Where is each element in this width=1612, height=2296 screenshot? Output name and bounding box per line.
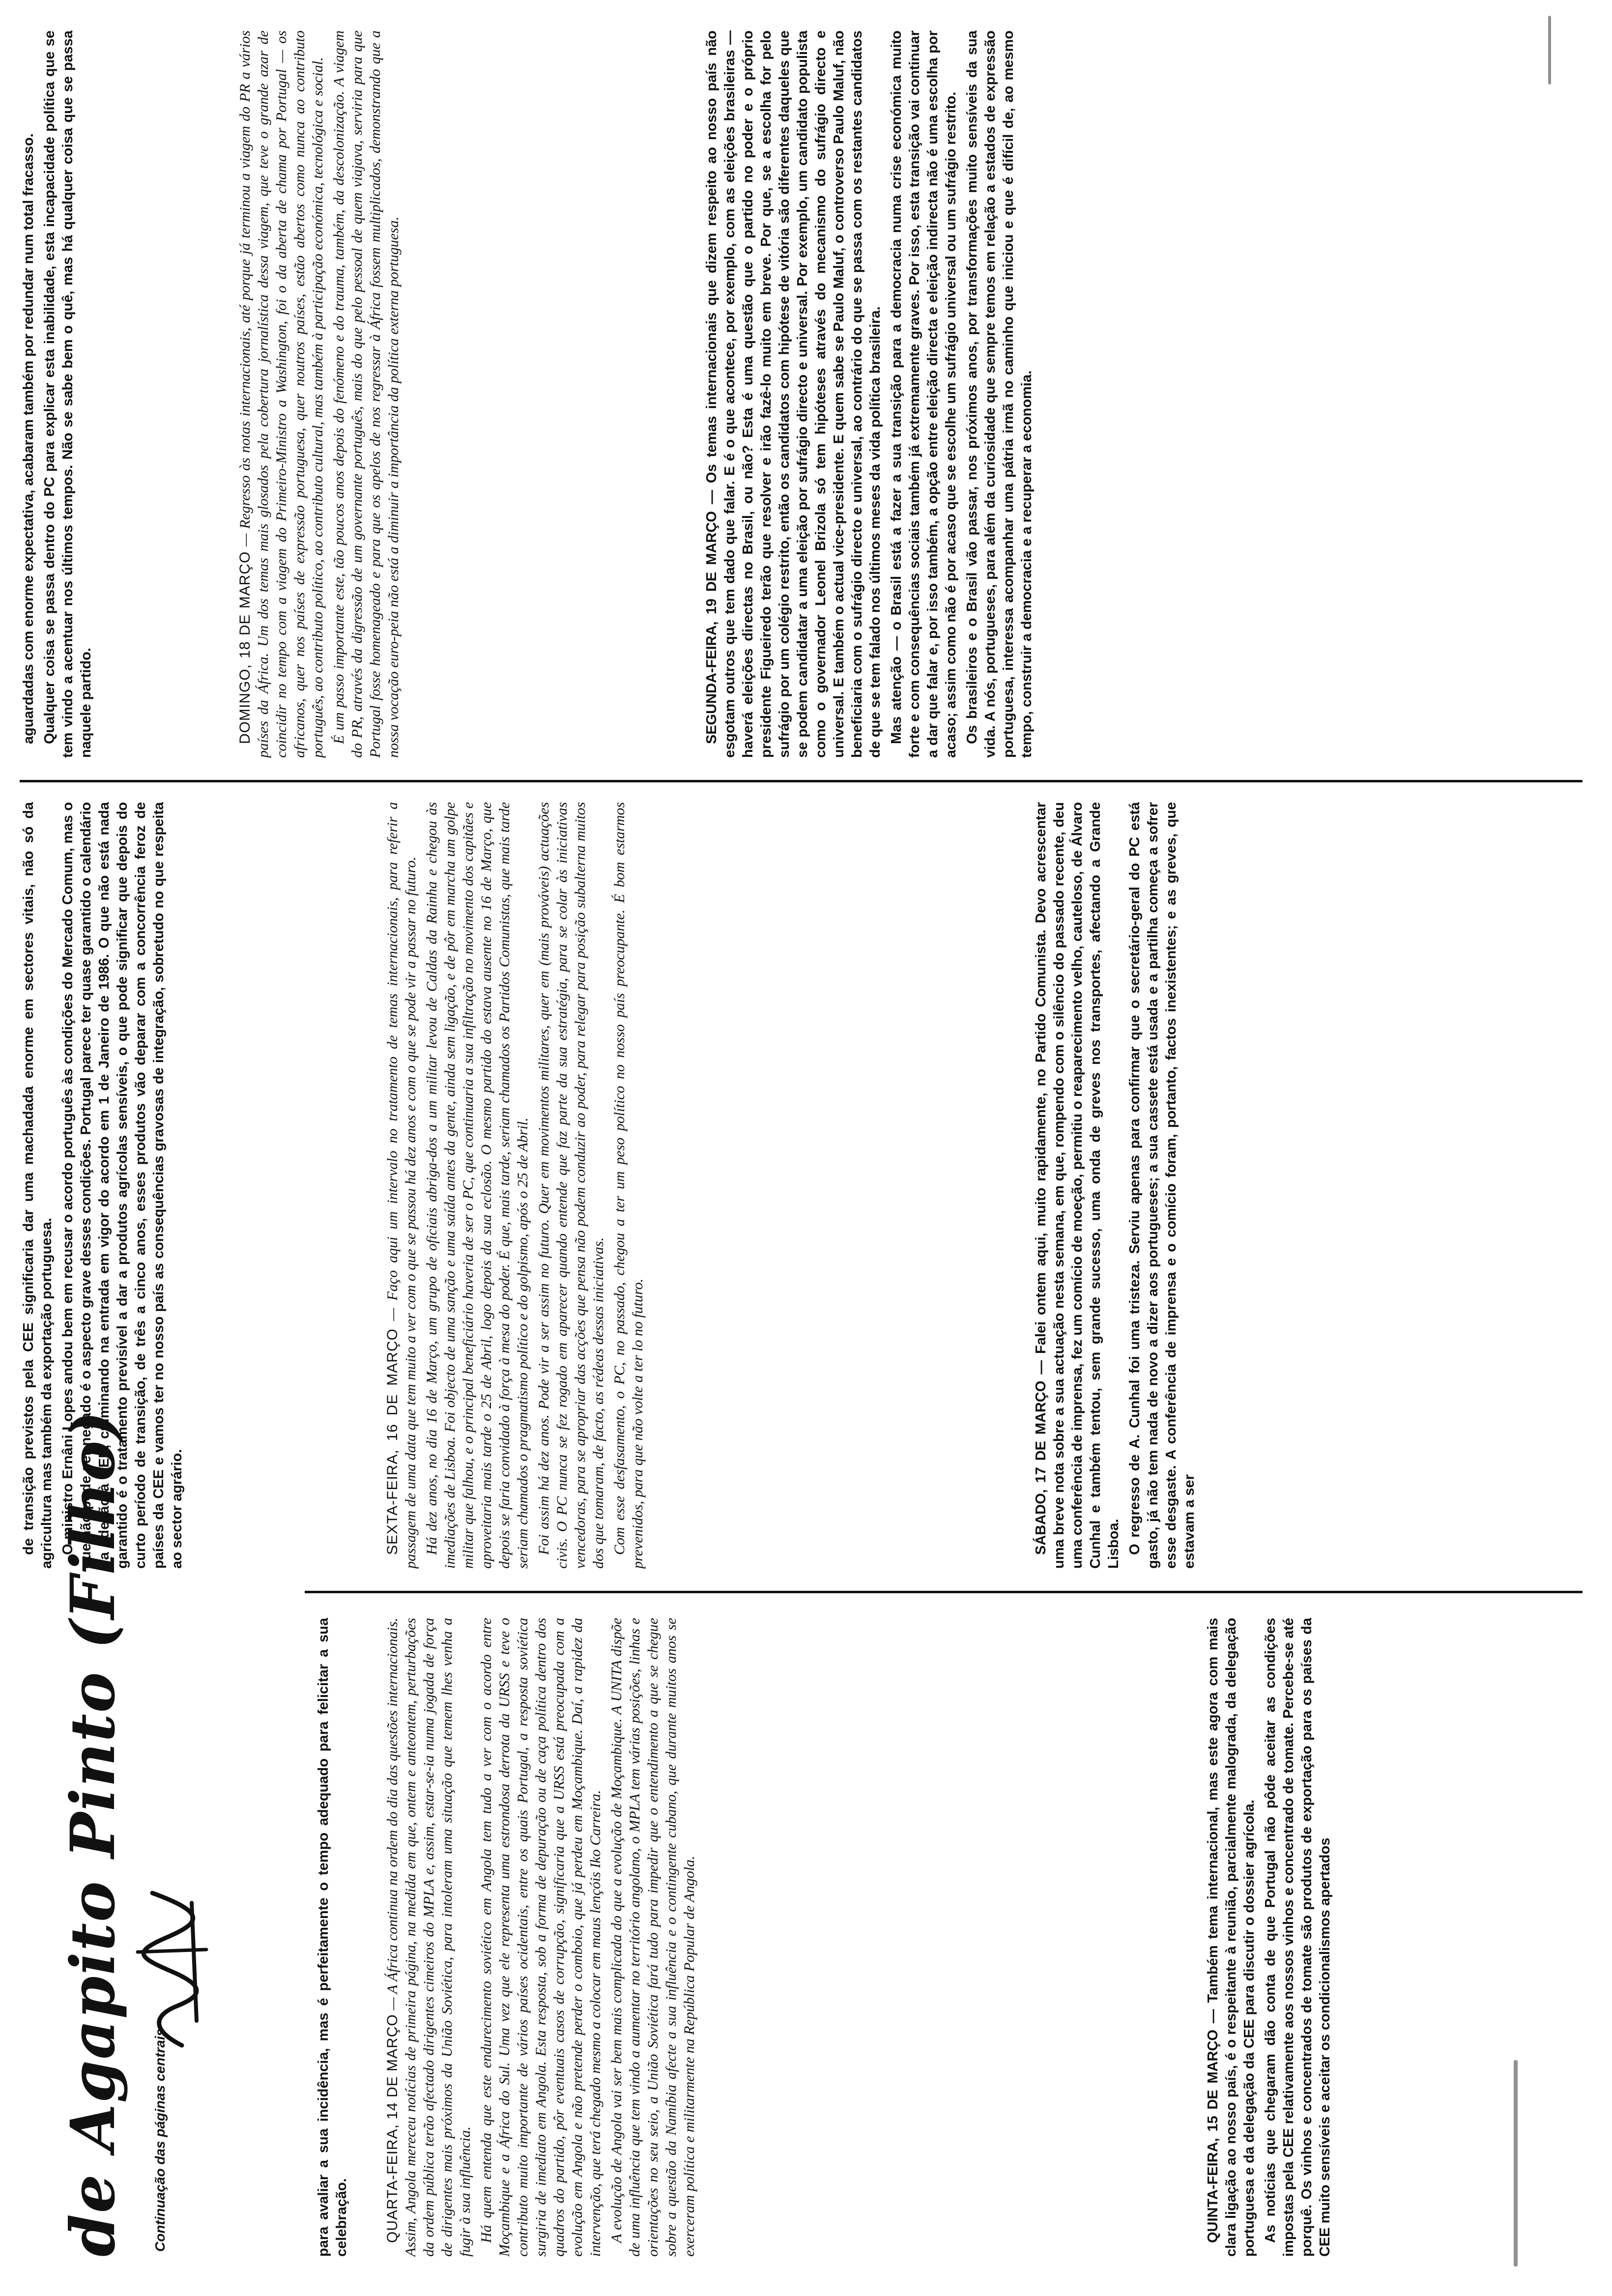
col2-top-p2: O ministro Ernâni Lopes andou bem em recusar o acordo português às condições do Mercado Comum, mas o que não pode ser negado é o aspecto grave desses condições. Portugal parece ter quase garantido o calendário da adesão à CEE, culminando na entrada em vigor do acordo em 1 de Janeiro de 1986. O que não está nada garantido é o tratamento previsível a dar a produtos agrícolas sensíveis, o que pode significar que depois do curto período de transição, de três a cinco anos, esses produtos vão deparar com a concorrência feroz de países da CEE e vamos ter no nosso país as consequências gravosas de integração, sobretudo no que respeita ao sector agrário. [60, 802, 185, 1569]
domingo-p2: É um passo importante este, tão poucos anos depois do fenómeno e do trauma, também, da descolonização. A viagem do PR, através da digressão de um governante português, mais do que pelo pessoal de quem viajava, serviria para que Portugal fosse homenageado e para que os apelos de nos regressar à África fossem multiplicados, demonstrando que a nossa vocação euro-peia não está a diminuir a importância da política externa portuguesa. [331, 30, 402, 758]
domingo-heading: DOMINGO, 18 DE MARÇO [237, 551, 253, 744]
segunda-p2: Mas atenção — o Brasil está a fazer a sua transição para a democracia numa crise económica muito forte e com consequências sociais também já extremamente graves. Por isso, esta transição vai continuar a dar que falar e, por isso também, a opção entre eleição directa e eleição indirecta não é uma escolha por acaso; assim como não é por acaso que se escolhe um sufrágio universal ou um sufrágio restrito. [889, 30, 959, 758]
quarta-section [383, 1618, 1086, 2257]
scan-smudge [1548, 16, 1551, 85]
continuation-note: Continuação das páginas centrais [152, 2028, 168, 2252]
col3-top-p1: aguardadas com enorme expectativa, acabaram também por redundar num total fracasso. [21, 133, 36, 744]
col2-top-p1: de transição previstos pela CEE significaria dar uma machadada enorme em sectores vitais, não só da agricultura mas também da exportação portuguesa. [21, 802, 55, 1569]
col3-top-section [20, 30, 226, 758]
quarta-p1: — A África continua na ordem do dia das questões internacionais. Assim, Angola mereceu notícias de primeira página, na medida em que, ontem e anteontem, perturbações da ordem pública terão afectado dirigentes cimeiros do MPLA e, assim, estar-se-ia numa jogada de força de dirigentes mais próximos da União Soviética, para intoleram uma situação que temem lhes venha a fugir à sua influência. [384, 1618, 473, 2257]
quarta-p2: Há quem entenda que este endurecimento soviético em Angola tem tudo a ver com o acordo entre Moçambique e a África do Sul. Uma vez que ele representa uma estrondosa derrota da URSS e teve o contributo muito importante de vários países ocidentais, entre os quais Portugal, a resposta soviética surgiria de imediato em Angola. Esta resposta, sob a forma de depuração ou de caça política dentro dos quadros do partido, pôr eventuais casos de corrupção, significaria que a URSS está preocupada com a evolução em Angola e não pretende perder o comboio, que já perdeu em Moçambique. Daí, a rapidez da intervenção, que terá chegado mesmo a colocar em maus lençóis Iko Carreira. [478, 1618, 604, 2257]
intro-text: para avaliar a sua incidência, mas é perfeitamente o tempo adequado para felicitar a sua celebração. [316, 1618, 349, 2257]
quinta-section [1204, 1618, 1509, 2257]
sexta-p1: — Faço aqui um intervalo no tratamento de temas internacionais, para referir a passagem de uma data que tem muito a ver com o que se passou há dez anos e com o que se pode vir a passar no futuro. [384, 802, 419, 1569]
sabado-section [1032, 802, 1573, 1569]
segunda-p1: — Os temas internacionais que dizem respeito ao nosso país não esgotam outros que tem dado que falar. E é o que acontece, por exemplo, com as eleições brasileiras — haverá eleições directas no Brasil, ou não? Esta é uma questão que o partido no poder e o próprio presidente Figueiredo terão que resolver e irão fazê-lo muito em breve. Por que, se a escolha for pelo sufrágio por um colégio restrito, então os candidatos com hipótese de vitória são diferentes daqueles que se podem candidatar a uma eleição por sufrágio directo e universal. Por exemplo, um candidato populista como o governador Leonel Brizola só tem hipóteses através do mecanismo do sufrágio directo e universal. E também o actual vice-presidente. E quem sabe se Paulo Maluf, o controverso Paulo Maluf, não beneficiaria com o sufrágio directo e universal, ao contrário do que se passa com os restantes candidatos de que se tem falado nos últimos meses da vida política brasileira. [704, 30, 883, 758]
quinta-p1: — Também tema internacional, mas este agora com mais clara ligação ao nosso país, é o respeitante à reunião, parcialmente malograda, da delegação portuguesa e da delegação da CEE para discutir o dossier agrícola. [1205, 1618, 1257, 2257]
byline-title: de Agapito Pinto (Filho) [58, 1409, 129, 2257]
sexta-p4: Com esse desfasamento, o PC, no passado, chegou a ter um peso político no nosso país preocupante. É bom estarmos prevenidos, para que não volte a ter lo no futuro. [611, 802, 646, 1569]
quarta-p3: A evolução de Angola vai ser bem mais complicada do que a evolução de Moçambique. A UNITA dispõe de uma influência que tem vindo a aumentar no território angolano, o MPLA tem várias posições, linhas e orientações no seu seio, a União Soviética fará tudo para impedir que o entendimento a que se chegue sobre a questão da Namíbia afecte a sua influência e o contingente cubano, que durante muitos anos se exerceram política e militarmente na República Popular de Angola. [608, 1618, 697, 2257]
sabado-p2: O regresso de A. Cunhal foi uma tristeza. Serviu apenas para confirmar que o secretário-geral do PC está gasto, já não tem nada de novo a dizer aos portugueses; a sua cassete está usada e a partilha começa a sofrer esse desgaste. A conferência de imprensa e o comício foram, portanto, factos inexistentes; e as greves, que estavam a ser [1127, 802, 1197, 1569]
sexta-section [383, 802, 1008, 1569]
quarta-heading: QUARTA-FEIRA, 14 DE MARÇO [384, 2014, 401, 2243]
quinta-heading: QUINTA-FEIRA, 15 DE MARÇO [1205, 2029, 1221, 2243]
domingo-p1: — Regresso às notas internacionais, até porque já terminou a viagem do PR a vários países da África. Um dos temas mais glosados pela cobertura jornalística dessa viagem, que teve o grande azar de coincidir no tempo com a viagem do Primeiro-Ministro a Washington, foi o da aberta de chama por Portugal — os africanos, quer nos países de expressão portuguesa, quer noutros países, estão abertos como nunca ao contributo português, ao contributo político, ao contributo cultural, mas também à participação económica, tecnológica e social. [237, 30, 326, 758]
signature-scribble [123, 1883, 221, 2050]
sabado-heading: SÁBADO, 17 DE MARÇO [1033, 1380, 1049, 1555]
col3-top-p2: Qualquer coisa se passa dentro do PC para explicar esta inabilidade, esta incapacidade política que se tem vindo a acentuar nos últimos tempos. Não se sabe bem o quê, mas há qualquer coisa que se passa naquele partido. [42, 30, 94, 758]
sexta-p3: Foi assim há dez anos. Pode vir a ser assim no futuro. Quer em movimentos militares, quer em (mais prováveis) actuações civis. O PC nunca se fez rogado em aparecer quando entende que faz parte da sua estratégia, para se colar às iniciativas vencedoras, para se apropriar das acções que pensa não podem conduzir ao poder, para relegar para posição subalterna muitos dos que tomaram, de facto, as rédeas dessas iniciativas. [536, 802, 606, 1569]
segunda-p3: Os brasileiros e o Brasil vão passar, nos próximos anos, por transformações muito sensíveis da sua vida. A nós, portugueses, para além da curiosidade que sempre temos em relação a estados de expressão portuguesa, interessa acompanhar uma pátria irmã no caminho que iniciou e que é difícil de, ao mesmo tempo, construir a democracia e a recuperar a economia. [964, 30, 1035, 758]
intro-paragraph [315, 1618, 374, 2257]
sabado-p1: — Falei ontem aqui, muito rapidamente, no Partido Comunista. Devo acrescentar uma breve nota sobre a sua actuação nesta semana, em que, rompendo com o silêncio do passado recente, deu uma conferência de imprensa, fez um comício de moeção, permitiu o reaparecimento velho, cauteloso, de Álvaro Cunhal e também tentou, sem grande sucesso, uma onda de greves nos transportes, afectando a Grande Lisboa. [1033, 802, 1122, 1569]
sexta-p2: Há dez anos, no dia 16 de Março, um grupo de oficiais abriga-dos a um militar levou de Caldas da Rainha e chegou às imediações de Lisboa. Foi objecto de uma sanção e uma saída antes da gente, ainda sem ligação, e de pôr em marcha um golpe militar que falhou, e o principal beneficiário haveria de ser o PC, que continuaria a sua infiltração no movimento dos capitães e aproveitaria mais tarde o 25 de Abril, logo depois da sua eclosão. O mesmo partido do estava ausente no 16 de Março, que depois se faria convidado à força à mesa do poder. É que, mais tarde, seriam chamados os Partidos Comunistas, que mais tarde seriam chamados o pragmatismo político e do golpismo, após o 25 de Abril. [424, 802, 531, 1569]
scan-smudge [1514, 2060, 1518, 2267]
quinta-p2: As notícias que chegaram dão conta de que Portugal não pôde aceitar as condições impostas pela CEE relativamente aos nossos vinhos e concentrado de tomate. Percebe-se até porquê. Os vinhos e concentrados de tomate são produtos de exportação para os países da CEE muito sensíveis e aceitar os condicionalismos apertados [1263, 1618, 1333, 2257]
segunda-section [703, 30, 1583, 758]
column-divider-2 [20, 780, 1583, 782]
column-divider-1 [305, 1591, 1583, 1593]
segunda-heading: SEGUNDA-FEIRA, 19 DE MARÇO [704, 511, 720, 744]
sexta-heading: SEXTA-FEIRA, 16 DE MARÇO [384, 1328, 401, 1555]
domingo-section [236, 30, 688, 758]
col2-top-section [20, 802, 364, 1569]
